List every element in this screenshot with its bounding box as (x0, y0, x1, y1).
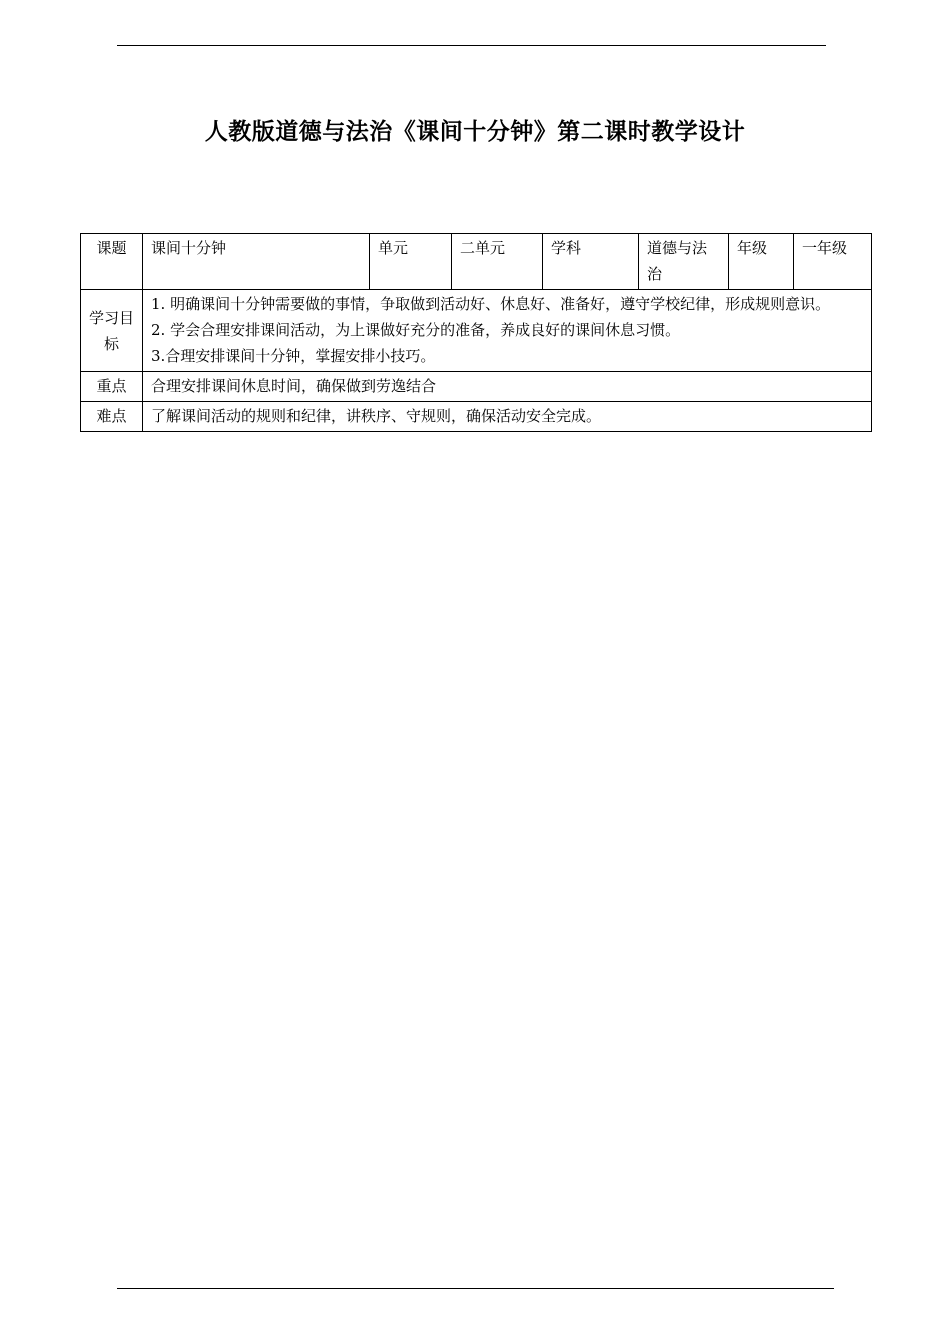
difficulty-value: 了解课间活动的规则和纪律，讲秩序、守规则，确保活动安全完成。 (143, 402, 872, 432)
topic-value: 课间十分钟 (143, 234, 370, 290)
unit-label: 单元 (370, 234, 452, 290)
topic-label: 课题 (81, 234, 143, 290)
unit-value: 二单元 (452, 234, 543, 290)
goals-label: 学习目标 (81, 290, 143, 372)
table-row-goals (81, 290, 872, 372)
subject-label: 学科 (543, 234, 639, 290)
goals-cell (143, 290, 872, 372)
table-row-info (81, 234, 872, 290)
table-row-difficulty (81, 402, 872, 432)
key-point-value: 合理安排课间休息时间，确保做到劳逸结合 (143, 372, 872, 402)
subject-value: 道德与法治 (639, 234, 729, 290)
footer-rule (117, 1288, 834, 1289)
difficulty-label: 难点 (81, 402, 143, 432)
goal-item-1: 1. 明确课间十分钟需要做的事情，争取做到活动好、休息好、准备好，遵守学校纪律，形成规则意识。 (151, 295, 831, 313)
table-row-key-point (81, 372, 872, 402)
lesson-design-table (80, 233, 872, 432)
grade-value: 一年级 (794, 234, 872, 290)
key-point-label: 重点 (81, 372, 143, 402)
goal-item-3: 3.合理安排课间十分钟，掌握安排小技巧。 (151, 347, 436, 365)
header-rule (117, 45, 826, 46)
grade-label: 年级 (729, 234, 794, 290)
document-title: 人教版道德与法治《课间十分钟》第二课时教学设计 (204, 119, 746, 145)
goal-item-2: 2. 学会合理安排课间活动，为上课做好充分的准备，养成良好的课间休息习惯。 (151, 321, 681, 339)
